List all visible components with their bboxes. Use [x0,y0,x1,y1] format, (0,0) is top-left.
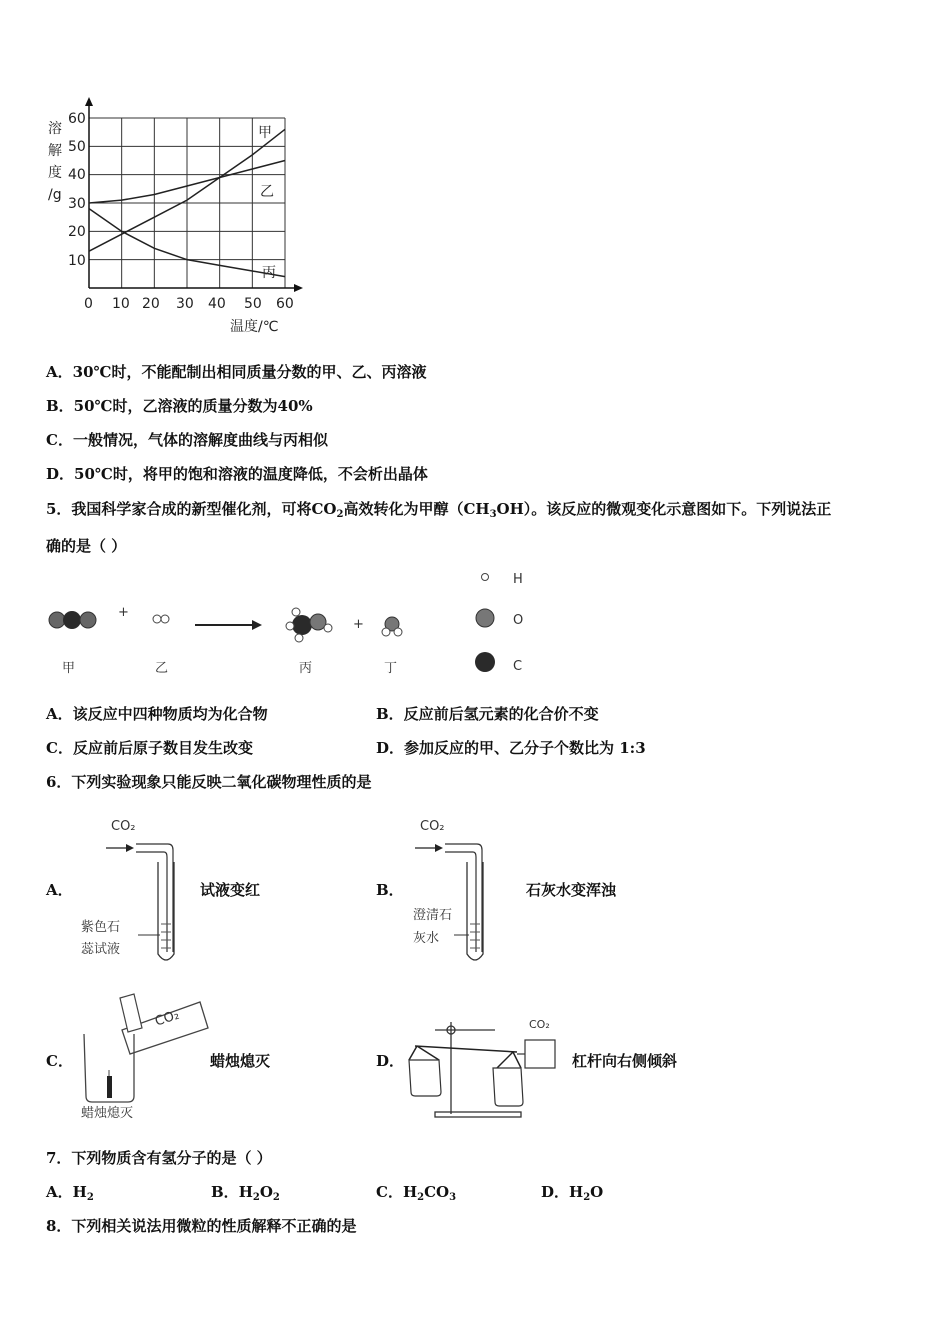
xlabel: 温度/℃ [230,319,279,335]
graph-grid [89,118,285,288]
q7-option-d[interactable]: D．$H_2O$ [541,1183,604,1203]
reaction-arrow [195,620,262,630]
q6-option-b-letter[interactable]: B． [376,881,404,899]
q6-b-apparatus [410,812,530,972]
q4-option-b[interactable]: B．50℃时，乙溶液的质量分数为40% [46,397,313,415]
q4-option-a[interactable]: A．30℃时，不能配制出相同质量分数的甲、乙、丙溶液 [46,363,427,381]
x-tick-20: 20 [142,296,160,312]
y-tick-30: 30 [68,196,86,212]
x-tick-0: 0 [84,296,93,312]
q6-b-liquid-label-1: 澄清石 [413,908,453,923]
x-tick-60: 60 [276,296,294,312]
atom-legend [475,574,495,673]
q6-d-apparatus [405,1012,570,1122]
q6-d-result: 杠杆向右侧倾斜 [572,1052,678,1070]
q6-b-result: 石灰水变浑浊 [526,881,617,899]
q6-a-liquid-label-2: 蕊试液 [81,942,121,957]
q8-stem: 8．下列相关说法用微粒的性质解释不正确的是 [46,1217,357,1235]
molecule-bing [286,608,332,642]
label-jia: 甲 [62,661,76,676]
molecule-jia [49,611,96,629]
legend-o: O [513,613,524,628]
q6-option-c-letter[interactable]: C． [46,1052,73,1070]
curve-label-jia: 甲 [258,125,272,141]
x-tick-50: 50 [244,296,262,312]
y-tick-60: 60 [68,111,86,127]
label-yi: 乙 [155,661,169,676]
ylabel-char-4: /g [48,187,62,203]
q4-option-c[interactable]: C．一般情况，气体的溶解度曲线与丙相似 [46,431,328,449]
q6-a-result: 试液变红 [200,881,261,899]
q6-d-left-beaker [409,1060,441,1096]
q5-stem: 5．我国科学家合成的新型催化剂，可将$CO_2$高效转化为甲醇$(CH_3OH)$。该反应的微观变化示意图如下。下列说法正 [46,500,832,520]
legend-h: H [513,572,523,587]
q6-c-apparatus [76,988,216,1123]
q6-b-gas: CO₂ [420,819,445,834]
ylabel-char-3: 度 [48,165,62,181]
y-tick-20: 20 [68,224,86,240]
q5-option-c[interactable]: C．反应前后原子数目发生改变 [46,739,253,757]
q6-c-bottle-label: CO₂ [153,1007,182,1030]
q7-option-b[interactable]: B．$H_2O_2$ [211,1183,280,1203]
curve-label-yi: 乙 [260,184,274,200]
q6-a-liquid [161,924,171,948]
solubility-graph [40,95,310,340]
y-tick-40: 40 [68,167,86,183]
ylabel-char-2: 解 [48,143,62,159]
q6-a-liquid-label-1: 紫色石 [81,920,121,935]
molecule-ding [382,617,402,636]
q5-option-b[interactable]: B．反应前后氢元素的化合价不变 [376,705,599,723]
ylabel-char-1: 溶 [48,121,62,137]
q6-b-liquid [470,924,480,948]
q6-stem: 6．下列实验现象只能反映二氧化碳物理性质的是 [46,773,372,791]
molecule-yi [153,615,169,623]
plus-2: + [353,617,364,632]
curve-label-bing: 丙 [262,265,276,281]
q6-c-result: 蜡烛熄灭 [210,1052,271,1070]
y-tick-50: 50 [68,139,86,155]
q6-option-d-letter[interactable]: D． [376,1052,405,1070]
q4-option-d[interactable]: D．50℃时，将甲的饱和溶液的温度降低，不会析出晶体 [46,465,428,483]
q7-option-c[interactable]: C．$H_2CO_3$ [376,1183,457,1203]
q6-d-bottle [525,1040,555,1068]
q6-c-caption: 蜡烛熄灭 [81,1106,134,1121]
q7-stem: 7．下列物质含有氢分子的是（ ） [46,1149,272,1167]
q6-b-liquid-label-2: 灰水 [413,931,440,946]
plus-1: + [118,605,129,620]
q5-option-d[interactable]: D．参加反应的甲、乙分子个数比为 1:3 [376,739,646,757]
q5-molecule-diagram [40,562,560,682]
x-tick-10: 10 [112,296,130,312]
y-tick-10: 10 [68,253,86,269]
q6-d-right-beaker [493,1068,523,1106]
candle-icon [107,1076,112,1098]
y-axis-arrow [85,97,93,106]
x-tick-30: 30 [176,296,194,312]
q6-d-bottle-label: CO₂ [529,1018,550,1031]
legend-c: C [513,659,523,674]
q6-a-gas: CO₂ [111,819,136,834]
q5-option-a[interactable]: A．该反应中四种物质均为化合物 [46,705,268,723]
label-bing: 丙 [299,661,313,676]
x-axis-arrow [294,284,303,292]
q6-a-apparatus [78,812,198,972]
q5-stem-line2: 确的是（ ） [46,537,127,555]
x-tick-40: 40 [208,296,226,312]
q7-option-a[interactable]: A．$H_2$ [46,1183,94,1203]
q6-option-a-letter[interactable]: A． [46,881,73,899]
label-ding: 丁 [384,661,398,676]
